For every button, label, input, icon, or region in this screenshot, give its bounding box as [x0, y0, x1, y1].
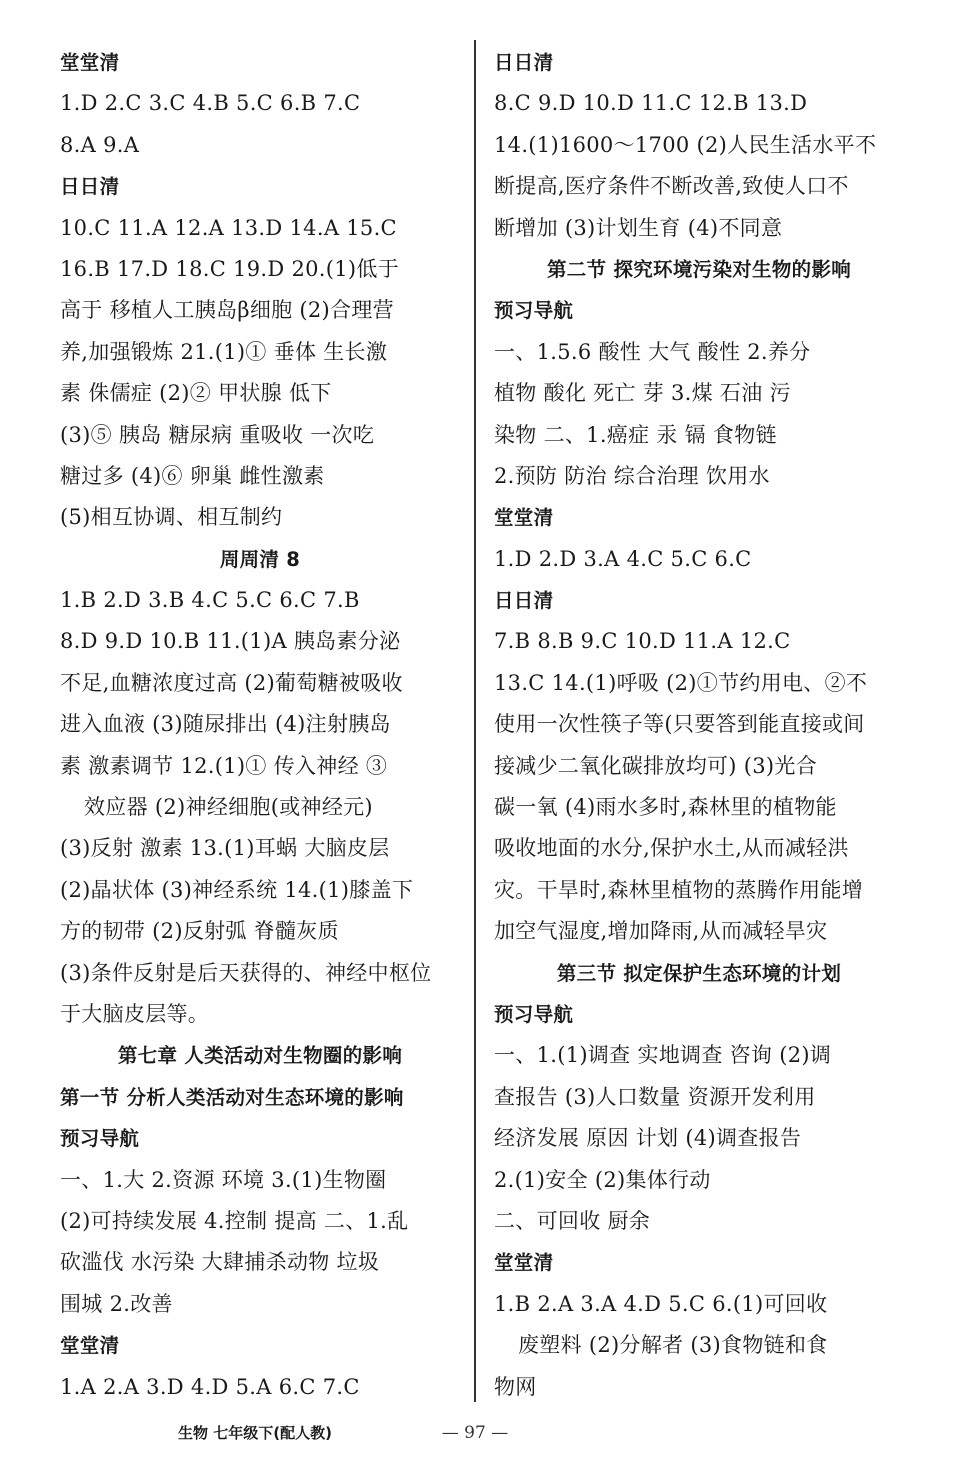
answer-line: 1.B 2.D 3.B 4.C 5.C 6.C 7.B: [60, 588, 360, 613]
answer-line: 不足,血糖浓度过高 (2)葡萄糖被吸收: [60, 670, 403, 695]
answer-line: (2)晶状体 (3)神经系统 14.(1)膝盖下: [60, 877, 414, 902]
answer-line: 素 激素调节 12.(1)① 传入神经 ③: [60, 753, 388, 778]
answer-line: 养,加强锻炼 21.(1)① 垂体 生长激: [60, 339, 388, 364]
section-heading: 预习导航: [60, 1127, 140, 1151]
section-heading: 第一节 分析人类活动对生态环境的影响: [60, 1085, 404, 1109]
answer-line: (3)⑤ 胰岛 糖尿病 重吸收 一次吃: [60, 422, 375, 447]
answer-line: 10.C 11.A 12.A 13.D 14.A 15.C: [60, 215, 397, 240]
section-heading: 日日清: [60, 175, 120, 199]
page-number: — 97 —: [441, 1423, 509, 1443]
answer-line: (5)相互协调、相互制约: [60, 505, 283, 530]
answer-line: 2.(1)安全 (2)集体行动: [494, 1167, 711, 1192]
answer-line: 1.D 2.C 3.C 4.B 5.C 6.B 7.C: [60, 91, 361, 116]
answer-line: 废塑料 (2)分解者 (3)食物链和食: [518, 1333, 828, 1358]
answer-line: 加空气湿度,增加降雨,从而减轻旱灾: [494, 919, 828, 944]
column-divider: [474, 40, 476, 1402]
answer-line: 1.D 2.D 3.A 4.C 5.C 6.C: [494, 546, 752, 571]
section-heading: 第七章 人类活动对生物圈的影响: [117, 1044, 403, 1068]
answer-line: 染物 二、1.癌症 汞 镉 食物链: [494, 422, 777, 447]
answer-line: 使用一次性筷子等(只要答到能直接或间: [494, 712, 865, 737]
answer-line: 断增加 (3)计划生育 (4)不同意: [494, 215, 783, 240]
answer-line: 7.B 8.B 9.C 10.D 11.A 12.C: [494, 629, 791, 654]
answer-line: (2)可持续发展 4.控制 提高 二、1.乱: [60, 1208, 409, 1233]
answer-line: 方的韧带 (2)反射弧 脊髓灰质: [60, 919, 339, 944]
page-footer: [0, 1418, 957, 1448]
answer-line: 断提高,医疗条件不断改善,致使人口不: [494, 174, 849, 199]
answer-line: 物网: [494, 1374, 537, 1399]
section-heading: 第二节 探究环境污染对生物的影响: [546, 257, 852, 281]
answer-line: 碳一氧 (4)雨水多时,森林里的植物能: [494, 795, 837, 820]
answer-line: 一、1.(1)调查 实地调查 咨询 (2)调: [494, 1043, 832, 1068]
section-heading: 第三节 拟定保护生态环境的计划: [556, 961, 842, 985]
section-heading: 预习导航: [494, 1002, 574, 1026]
section-heading: 日日清: [494, 51, 554, 74]
section-heading: 堂堂清: [60, 1334, 120, 1358]
answer-line: 一、1.大 2.资源 环境 3.(1)生物圈: [60, 1167, 387, 1192]
section-heading: 堂堂清: [494, 506, 554, 530]
left-column: [60, 42, 460, 1408]
answer-line: (3)条件反射是后天获得的、神经中枢位: [60, 960, 432, 985]
footer-subject: 生物 七年级下(配人教): [178, 1424, 332, 1442]
answer-line: 植物 酸化 死亡 芽 3.煤 石油 污: [494, 381, 791, 406]
section-heading: 周周清 8: [219, 547, 301, 571]
answer-line: 二、可回收 厨余: [494, 1208, 651, 1233]
answer-line: 高于 移植人工胰岛β细胞 (2)合理营: [60, 298, 394, 323]
answer-line: 围城 2.改善: [60, 1291, 173, 1316]
answer-line: 1.B 2.A 3.A 4.D 5.C 6.(1)可回收: [494, 1291, 828, 1316]
answer-line: 素 侏儒症 (2)② 甲状腺 低下: [60, 381, 332, 406]
answer-line: 14.(1)1600～1700 (2)人民生活水平不: [494, 132, 877, 157]
answer-line: 8.A 9.A: [60, 132, 140, 157]
answer-line: 效应器 (2)神经细胞(或神经元): [84, 795, 373, 820]
answer-line: 砍滥伐 水污染 大肆捕杀动物 垃圾: [60, 1250, 380, 1275]
answer-line: 一、1.5.6 酸性 大气 酸性 2.养分: [494, 339, 811, 364]
answer-line: 16.B 17.D 18.C 19.D 20.(1)低于: [60, 256, 400, 281]
answer-line: 吸收地面的水分,保护水土,从而减轻洪: [494, 836, 849, 861]
right-column: [494, 42, 904, 1408]
answer-line: 经济发展 原因 计划 (4)调查报告: [494, 1126, 802, 1151]
answer-line: 8.C 9.D 10.D 11.C 12.B 13.D: [494, 91, 808, 116]
answer-line: (3)反射 激素 13.(1)耳蜗 大脑皮层: [60, 836, 390, 861]
answer-line: 13.C 14.(1)呼吸 (2)①节约用电、②不: [494, 670, 868, 695]
section-heading: 预习导航: [494, 299, 574, 323]
answer-line: 糖过多 (4)⑥ 卵巢 雌性激素: [60, 463, 325, 488]
answer-line: 8.D 9.D 10.B 11.(1)A 胰岛素分泌: [60, 629, 401, 654]
answer-line: 查报告 (3)人口数量 资源开发利用: [494, 1084, 816, 1109]
answer-line: 2.预防 防治 综合治理 饮用水: [494, 463, 770, 488]
answer-line: 1.A 2.A 3.D 4.D 5.A 6.C 7.C: [60, 1374, 360, 1399]
answer-line: 进入血液 (3)随尿排出 (4)注射胰岛: [60, 712, 391, 737]
section-heading: 堂堂清: [494, 1251, 554, 1275]
answer-line: 接减少二氧化碳排放均可) (3)光合: [494, 753, 818, 778]
answer-line: 于大脑皮层等。: [60, 1001, 210, 1026]
section-heading: 堂堂清: [60, 51, 120, 74]
section-heading: 日日清: [494, 589, 554, 613]
answer-line: 灾。干旱时,森林里植物的蒸腾作用能增: [494, 877, 864, 902]
